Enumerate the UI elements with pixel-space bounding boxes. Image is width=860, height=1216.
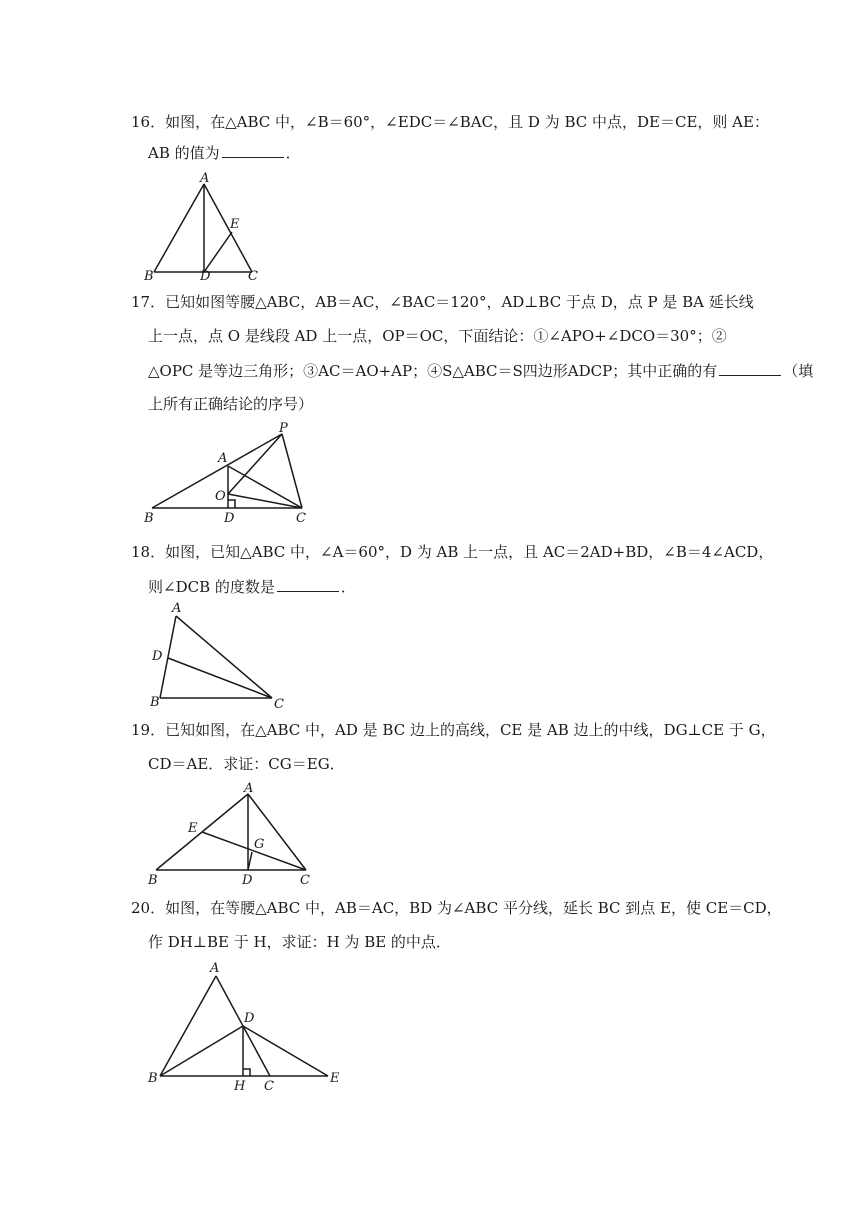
label-c: C	[248, 269, 258, 284]
problem-19-line-1: 19．已知如图，在△ABC 中，AD 是 BC 边上的高线，CE 是 AB 边上的中线，DG⊥CE 于 G，	[131, 721, 776, 739]
problem-17-number: 17．	[131, 293, 166, 311]
figure-19	[140, 780, 320, 892]
segment-de	[204, 232, 232, 272]
label-b: B	[150, 695, 160, 710]
segment-op	[228, 434, 282, 494]
problem-20-line-1: 20．如图，在等腰△ABC 中，AB＝AC，BD 为∠ABC 平分线，延长 BC 到点 E，使 CE＝CD，	[131, 899, 782, 917]
problem-16-line-1	[131, 112, 769, 132]
problem-16-number: 16．	[131, 113, 166, 131]
problem-16-text-1: 如图，在△ABC 中，∠B＝60°，∠EDC＝∠BAC，且 D 为 BC 中点，DE＝CE，则 AE：	[165, 113, 769, 131]
segment-ac	[248, 794, 306, 870]
right-angle-mark	[228, 500, 235, 508]
label-d: D	[244, 1011, 255, 1026]
label-a: A	[200, 171, 210, 186]
label-c: C	[264, 1079, 274, 1094]
label-c: C	[300, 873, 310, 888]
figure-20	[140, 960, 350, 1092]
label-d: D	[242, 873, 253, 888]
label-d: D	[224, 511, 235, 526]
problem-18-line-2: 则∠DCB 的度数是 ．	[148, 578, 356, 596]
segment-ab	[160, 976, 216, 1076]
label-d: D	[152, 649, 163, 664]
label-p: P	[279, 421, 288, 436]
label-b: B	[148, 1071, 158, 1086]
label-g: G	[254, 837, 265, 852]
figure-16	[140, 172, 270, 284]
problem-18-number: 18．	[131, 543, 166, 561]
answer-blank[interactable]	[277, 577, 339, 592]
segment-ab	[154, 184, 204, 272]
right-angle-mark	[243, 1069, 250, 1076]
problem-19-line-2: CD＝AE．求证：CG＝EG．	[148, 755, 345, 773]
label-b: B	[144, 269, 154, 284]
figure-17	[140, 422, 320, 530]
label-e: E	[230, 217, 240, 232]
answer-blank[interactable]	[222, 143, 284, 158]
problem-16-text-2: AB 的值为	[148, 144, 220, 162]
figure-18	[140, 600, 300, 712]
problem-18-line-1: 18．如图，已知△ABC 中，∠A＝60°，D 为 AB 上一点，且 AC＝2AD+BD，∠B＝4∠ACD，	[131, 543, 774, 561]
problem-17-line-4: 上所有正确结论的序号）	[148, 395, 314, 413]
label-a: A	[218, 451, 228, 466]
segment-ac	[176, 616, 272, 698]
label-b: B	[148, 873, 158, 888]
problem-17-line-3: △OPC 是等边三角形；③AC＝AO+AP；④S△ABC＝S四边形ADCP；其中正确的有 （填	[148, 362, 814, 380]
problem-19-number: 19．	[131, 721, 166, 739]
label-b: B	[144, 511, 154, 526]
problem-20-number: 20．	[131, 899, 166, 917]
label-d: D	[200, 269, 211, 284]
label-a: A	[244, 781, 254, 796]
label-o: O	[215, 489, 226, 504]
problem-17-line-1: 17．已知如图等腰△ABC，AB＝AC，∠BAC＝120°，AD⊥BC 于点 D，点 P 是 BA 延长线	[131, 293, 754, 311]
label-a: A	[172, 601, 182, 616]
problem-17-line-2: 上一点，点 O 是线段 AD 上一点，OP＝OC，下面结论：①∠APO+∠DCO＝30°；②	[148, 327, 727, 345]
segment-pc	[282, 434, 302, 508]
label-h: H	[234, 1079, 246, 1094]
label-c: C	[296, 511, 306, 526]
answer-blank[interactable]	[719, 361, 781, 376]
problem-16-line-2: AB 的值为 ．	[148, 144, 301, 162]
problem-20-line-2: 作 DH⊥BE 于 H，求证：H 为 BE 的中点．	[148, 933, 451, 951]
segment-dc	[168, 658, 272, 698]
segment-ac	[204, 184, 252, 272]
label-a: A	[210, 961, 220, 976]
label-e: E	[188, 821, 198, 836]
label-e: E	[330, 1071, 340, 1086]
label-c: C	[274, 697, 284, 712]
segment-bd	[160, 1026, 243, 1076]
